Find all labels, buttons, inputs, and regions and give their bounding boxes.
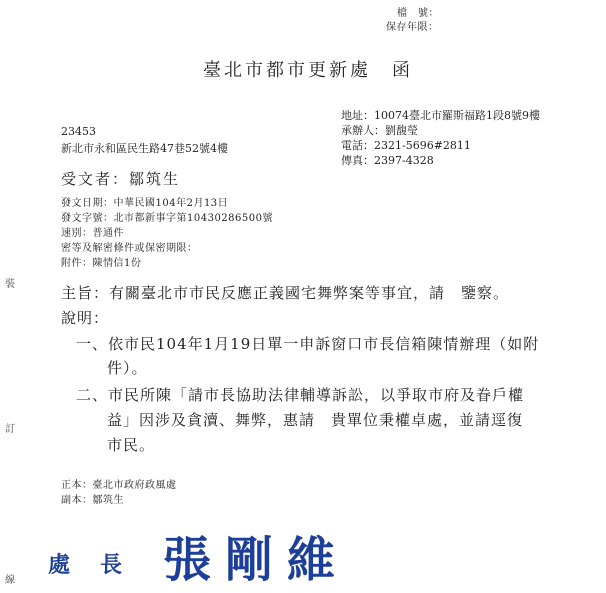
sender-address: 地址：10074臺北市羅斯福路1段8號9樓	[341, 109, 540, 122]
issue-date: 發文日期：中華民國104年2月13日	[61, 198, 229, 209]
explanation-label: 說明：	[61, 309, 110, 327]
line-mark: 線	[5, 575, 15, 586]
subject-line: 主旨：有關臺北市市民反應正義國宅舞弊案等事宜，請 鑒察。	[61, 284, 510, 302]
explanation-item-2-line-1: 二、市民所陳「請市長協助法律輔導訴訟，以爭取市府及眷戶權	[76, 386, 525, 404]
sender-fax: 傳真：2397-4328	[341, 154, 434, 167]
explanation-item-2-line-2: 益」因涉及貪瀆、舞弊，惠請 貴單位秉權卓處，並請逕復	[107, 411, 524, 429]
explanation-item-2-line-3: 市民。	[107, 436, 156, 454]
recipient-zip: 23453	[61, 125, 96, 138]
page-title: 臺北市都市更新處 函	[203, 60, 413, 81]
signature-title: 處 長	[48, 552, 127, 578]
file-number-label: 檔 號：	[397, 8, 439, 19]
distribution-copy: 副本：鄒筑生	[61, 495, 124, 506]
document-number: 發文字號：北市都新事字第10430286500號	[61, 213, 273, 224]
retention-label: 保存年限：	[386, 22, 439, 33]
sender-handler: 承辦人：劉馥瑩	[341, 124, 418, 137]
recipient-address: 新北市永和區民生路47巷52號4樓	[61, 142, 228, 155]
secrecy-level: 密等及解密條件或保密期限：	[61, 243, 198, 254]
cut-mark: 訂	[5, 424, 15, 435]
explanation-item-1-line-2: 件）。	[107, 359, 148, 377]
explanation-item-1-line-1: 一、依市民104年1月19日單一申訴窗口市長信箱陳情辦理（如附	[76, 335, 540, 353]
distribution-main: 正本：臺北市政府政風處	[61, 480, 177, 491]
recipient-name: 受文者：鄒筑生	[61, 170, 181, 188]
signature-name: 張剛維	[163, 532, 350, 588]
sender-phone: 電話：2321-5696#2811	[341, 139, 471, 152]
speed-category: 速別：普通件	[61, 228, 124, 239]
binding-mark: 裝	[5, 279, 15, 290]
attachment-info: 附件：陳情信1份	[61, 258, 142, 269]
